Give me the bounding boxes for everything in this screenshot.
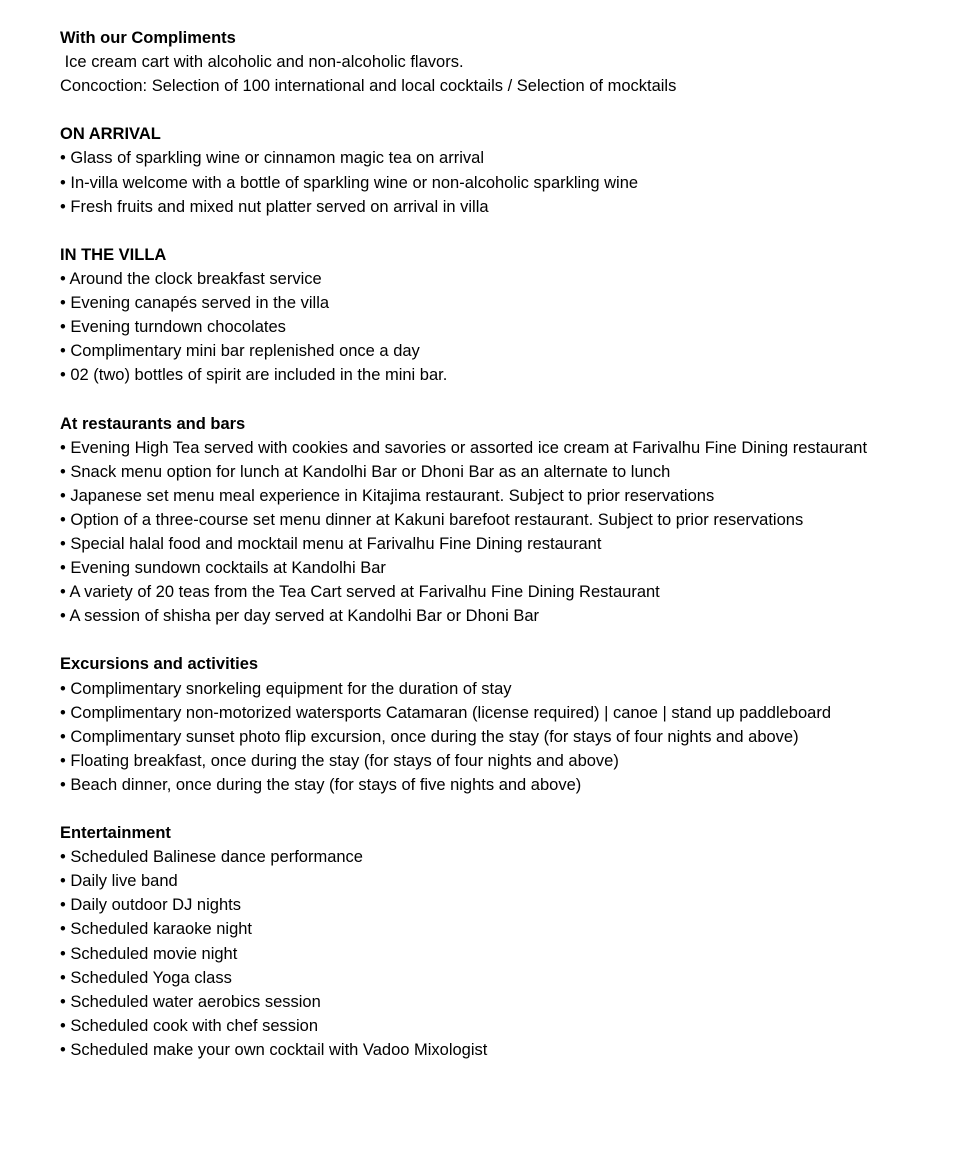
spacer: [60, 219, 960, 243]
list-item: [60, 339, 960, 363]
bullet-glyph: •: [60, 607, 70, 626]
bullet-glyph: •: [60, 1040, 71, 1059]
bullet-glyph: •: [60, 968, 71, 987]
intro-line-ice-cream: Ice cream cart with alcoholic and non-alcoholic flavors.: [60, 53, 464, 72]
intro-heading: With our Compliments: [60, 29, 236, 47]
list-item-text: 02 (two) bottles of spirit are included in the mini bar.: [70, 366, 448, 385]
document-body: [60, 26, 960, 1062]
section-heading-on-arrival: ON ARRIVAL: [60, 125, 161, 144]
bullet-glyph: •: [60, 703, 71, 722]
bullet-glyph: •: [60, 1016, 71, 1035]
list-item: [60, 845, 960, 869]
bullet-glyph: •: [60, 848, 71, 867]
list-item: [60, 604, 960, 628]
list-item-text: Around the clock breakfast service: [69, 269, 322, 288]
bullet-glyph: •: [60, 438, 71, 457]
list-item-text: Scheduled water aerobics session: [70, 992, 321, 1011]
list-item: [60, 1014, 960, 1038]
bullet-glyph: •: [60, 197, 71, 216]
list-item: [60, 893, 960, 917]
bullet-glyph: •: [60, 992, 71, 1011]
list-item: [60, 267, 960, 291]
list-item: [60, 677, 960, 701]
list-item-text: Evening canapés served in the villa: [70, 294, 330, 313]
list-item: [60, 556, 960, 580]
list-item-text: Special halal food and mocktail menu at Farivalhu Fine Dining restaurant: [70, 534, 602, 553]
list-item-text: Scheduled Yoga class: [70, 968, 232, 987]
list-item: [60, 942, 960, 966]
list-item-text: A variety of 20 teas from the Tea Cart served at Farivalhu Fine Dining Restaurant: [69, 583, 660, 602]
bullet-glyph: •: [60, 173, 71, 192]
list-item-text: Daily outdoor DJ nights: [70, 896, 241, 915]
list-item-text: Option of a three-course set menu dinner at Kakuni barefoot restaurant. Subject to prior reservations: [70, 510, 804, 529]
section-heading-entertainment: Entertainment: [60, 824, 171, 843]
bullet-glyph: •: [60, 486, 71, 505]
list-item-text: Floating breakfast, once during the stay (for stays of four nights and above): [70, 751, 619, 770]
list-item: [60, 990, 960, 1014]
spacer: [60, 387, 960, 411]
list-item-text: Scheduled Balinese dance performance: [70, 848, 363, 867]
bullet-glyph: •: [60, 944, 71, 963]
bullet-glyph: •: [60, 727, 71, 746]
list-item-text: Complimentary sunset photo flip excursion, once during the stay (for stays of four nights and above): [70, 727, 799, 746]
list-item-text: Complimentary snorkeling equipment for the duration of stay: [70, 679, 512, 698]
section-heading-in-the-villa: IN THE VILLA: [60, 245, 167, 264]
list-item-text: Scheduled make your own cocktail with Vadoo Mixologist: [70, 1040, 488, 1059]
list-item-text: Evening turndown chocolates: [70, 318, 286, 337]
list-item: [60, 966, 960, 990]
list-item-text: Evening sundown cocktails at Kandolhi Bar: [70, 559, 386, 578]
list-item: [60, 1038, 960, 1062]
list-item: [60, 363, 960, 387]
intro-line-concoction: Concoction: Selection of 100 international and local cocktails / Selection of mocktails: [60, 77, 677, 96]
section-heading-restaurants-and-bars: At restaurants and bars: [60, 414, 246, 433]
list-item-text: Fresh fruits and mixed nut platter served on arrival in villa: [70, 197, 489, 216]
list-item-text: Scheduled cook with chef session: [70, 1016, 319, 1035]
bullet-glyph: •: [60, 920, 71, 939]
bullet-glyph: •: [60, 872, 71, 891]
bullet-glyph: •: [60, 318, 71, 337]
list-item: [60, 749, 960, 773]
bullet-glyph: •: [60, 366, 71, 385]
list-item-text: Scheduled karaoke night: [70, 920, 253, 939]
bullet-glyph: •: [60, 462, 71, 481]
bullet-glyph: •: [60, 342, 71, 361]
list-item: [60, 917, 960, 941]
list-item-text: In-villa welcome with a bottle of sparkling wine or non-alcoholic sparkling wine: [70, 173, 639, 192]
list-item-text: Daily live band: [70, 872, 178, 891]
list-item-text: Japanese set menu meal experience in Kitajima restaurant. Subject to prior reservations: [70, 486, 715, 505]
list-item: [60, 580, 960, 604]
bullet-glyph: •: [60, 294, 71, 313]
list-item: [60, 195, 960, 219]
spacer: [60, 797, 960, 821]
bullet-glyph: •: [60, 896, 71, 915]
list-item: [60, 484, 960, 508]
list-item: [60, 508, 960, 532]
bullet-glyph: •: [60, 679, 71, 698]
list-item-text: Glass of sparkling wine or cinnamon magic tea on arrival: [70, 149, 484, 168]
list-item: [60, 171, 960, 195]
list-item-text: Snack menu option for lunch at Kandolhi Bar or Dhoni Bar as an alternate to lunch: [70, 462, 671, 481]
list-item-text: Complimentary non-motorized watersports Catamaran (license required) | canoe | stand up paddleboard: [70, 703, 832, 722]
bullet-glyph: •: [60, 559, 71, 578]
list-item-text: Beach dinner, once during the stay (for stays of five nights and above): [70, 775, 582, 794]
list-item: [60, 315, 960, 339]
bullet-glyph: •: [60, 751, 71, 770]
bullet-glyph: •: [60, 269, 70, 288]
list-item: [60, 773, 960, 797]
spacer: [60, 628, 960, 652]
bullet-glyph: •: [60, 149, 71, 168]
bullet-glyph: •: [60, 510, 71, 529]
list-item: [60, 725, 960, 749]
bullet-glyph: •: [60, 583, 70, 602]
bullet-glyph: •: [60, 775, 71, 794]
list-item: [60, 460, 960, 484]
section-heading-excursions-and-activities: Excursions and activities: [60, 655, 259, 674]
list-item: [60, 436, 960, 460]
list-item-text: Evening High Tea served with cookies and savories or assorted ice cream at Farivalhu Fine Dining restaurant: [70, 438, 868, 457]
bullet-glyph: •: [60, 534, 71, 553]
spacer: [60, 98, 960, 122]
list-item-text: Complimentary mini bar replenished once a day: [70, 342, 420, 361]
list-item: [60, 701, 960, 725]
list-item: [60, 291, 960, 315]
list-item-text: A session of shisha per day served at Kandolhi Bar or Dhoni Bar: [69, 607, 540, 626]
list-item: [60, 146, 960, 170]
list-item-text: Scheduled movie night: [70, 944, 238, 963]
list-item: [60, 532, 960, 556]
list-item: [60, 869, 960, 893]
